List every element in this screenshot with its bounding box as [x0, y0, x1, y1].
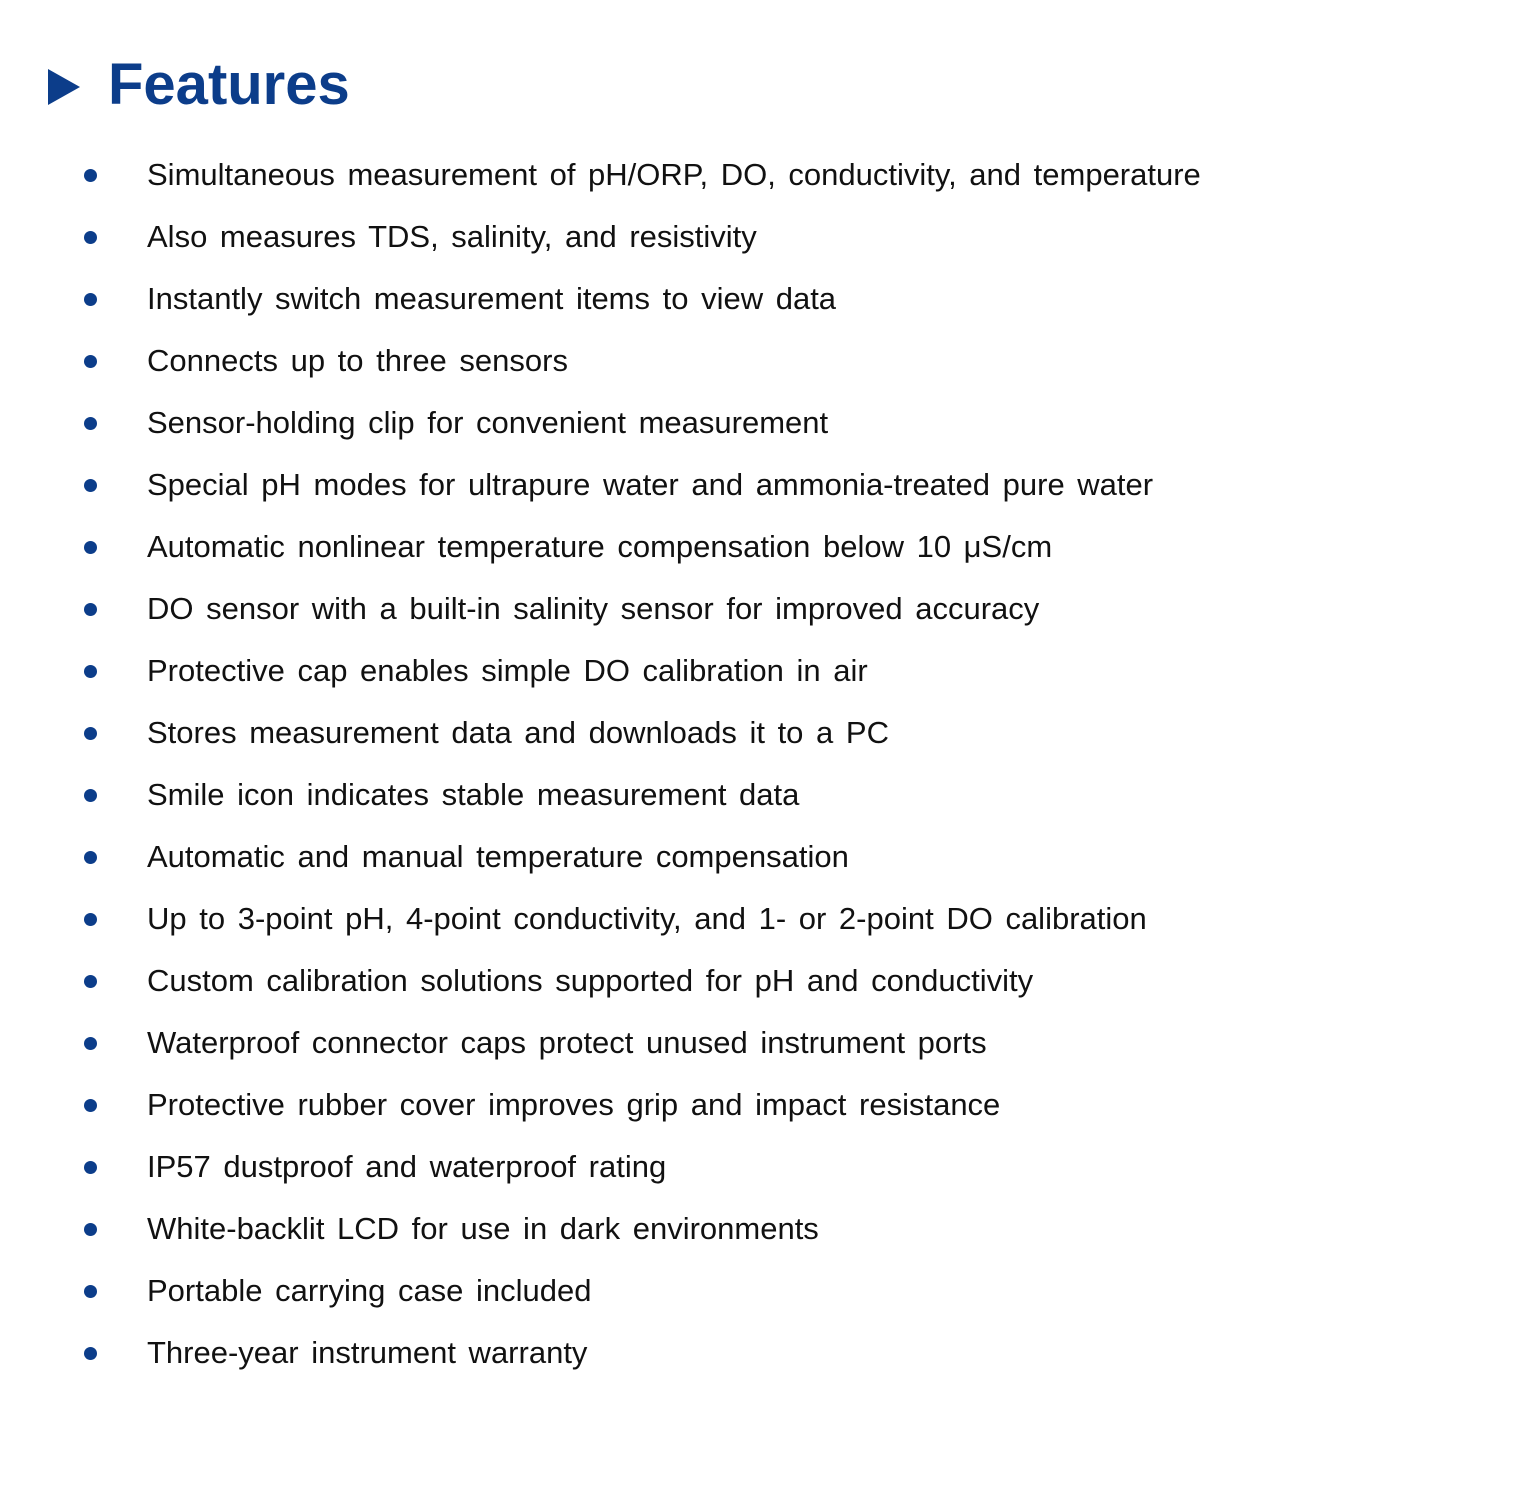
bullet-icon: [84, 727, 97, 740]
bullet-icon: [84, 169, 97, 182]
feature-text: Instantly switch measurement items to view data: [147, 281, 837, 316]
feature-text: Automatic nonlinear temperature compensation below 10 μS/cm: [147, 529, 1053, 564]
triangle-right-icon: [48, 69, 80, 105]
bullet-icon: [84, 355, 97, 368]
bullet-icon: [84, 975, 97, 988]
feature-text: Waterproof connector caps protect unused instrument ports: [147, 1025, 987, 1060]
feature-text: Up to 3-point pH, 4-point conductivity, and 1- or 2-point DO calibration: [147, 901, 1147, 936]
section-header: [48, 50, 350, 120]
bullet-icon: [84, 1037, 97, 1050]
feature-text: Simultaneous measurement of pH/ORP, DO, conductivity, and temperature: [147, 157, 1201, 192]
feature-text: White-backlit LCD for use in dark environments: [147, 1211, 819, 1246]
feature-text: IP57 dustproof and waterproof rating: [147, 1149, 667, 1184]
bullet-icon: [84, 789, 97, 802]
feature-text: Also measures TDS, salinity, and resistivity: [147, 219, 757, 254]
feature-text: Smile icon indicates stable measurement data: [147, 777, 800, 812]
bullet-icon: [84, 1347, 97, 1360]
bullet-icon: [84, 541, 97, 554]
feature-text: Special pH modes for ultrapure water and ammonia-treated pure water: [147, 467, 1154, 502]
feature-text: DO sensor with a built-in salinity sensor for improved accuracy: [147, 591, 1040, 626]
feature-text: Automatic and manual temperature compensation: [147, 839, 849, 874]
bullet-icon: [84, 417, 97, 430]
bullet-icon: [84, 479, 97, 492]
bullet-icon: [84, 293, 97, 306]
bullet-icon: [84, 1099, 97, 1112]
feature-text: Sensor-holding clip for convenient measurement: [147, 405, 829, 440]
feature-text: Custom calibration solutions supported for pH and conductivity: [147, 963, 1034, 998]
feature-text: Connects up to three sensors: [147, 343, 568, 378]
feature-text: Protective cap enables simple DO calibration in air: [147, 653, 868, 688]
bullet-icon: [84, 1285, 97, 1298]
bullet-icon: [84, 231, 97, 244]
page-title: Features: [108, 52, 350, 117]
feature-text: Portable carrying case included: [147, 1273, 592, 1308]
feature-text: Three-year instrument warranty: [147, 1335, 588, 1370]
bullet-icon: [84, 851, 97, 864]
bullet-icon: [84, 665, 97, 678]
bullet-icon: [84, 603, 97, 616]
feature-text: Stores measurement data and downloads it to a PC: [147, 715, 889, 750]
bullet-icon: [84, 1223, 97, 1236]
feature-text: Protective rubber cover improves grip and impact resistance: [147, 1087, 1001, 1122]
bullet-icon: [84, 1161, 97, 1174]
bullet-icon: [84, 913, 97, 926]
